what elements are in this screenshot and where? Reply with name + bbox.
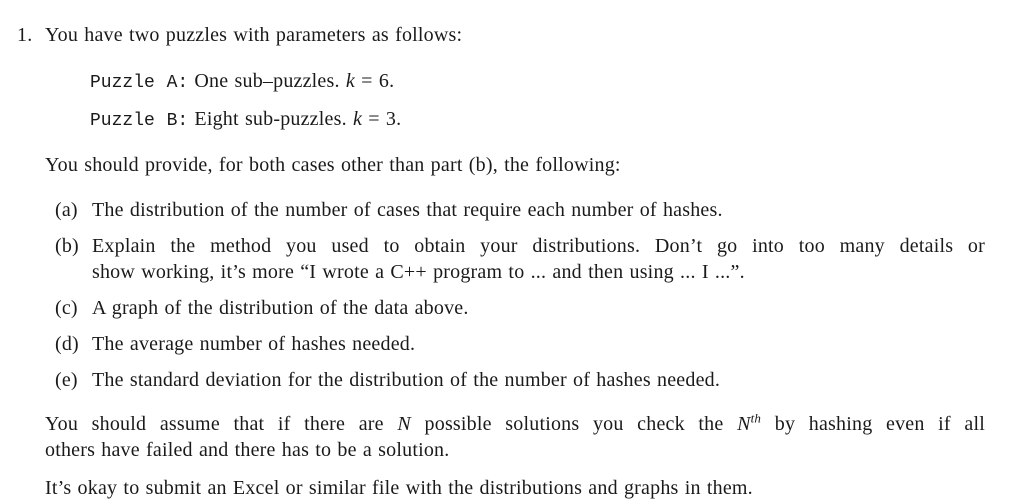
math-var-n: N xyxy=(737,413,751,435)
math-var-k: k xyxy=(345,70,355,92)
list-item-d xyxy=(55,331,985,357)
assumption-line1 xyxy=(45,411,985,437)
assumption-line2: others have failed and there has to be a solution. xyxy=(45,439,450,461)
superscript-th-text: th xyxy=(750,410,762,426)
superscript-th xyxy=(751,410,762,425)
puzzle-a-line xyxy=(90,68,985,96)
list-marker-e: (e) xyxy=(55,369,78,391)
puzzle-a-value: = 6. xyxy=(354,70,395,92)
list-item-e-text: The standard deviation for the distribution of the number of hashes needed. xyxy=(92,369,721,391)
puzzle-b-line xyxy=(90,106,985,134)
list-item-e xyxy=(55,367,985,393)
list-marker-a: (a) xyxy=(55,199,78,221)
problem-number: 1. xyxy=(17,24,33,46)
assumption-paragraph xyxy=(45,411,985,463)
assumption-part2: possible solutions you check the xyxy=(410,413,738,435)
puzzle-a-label: Puzzle A: xyxy=(90,73,189,93)
problem-body xyxy=(45,22,985,501)
list-item-a-text: The distribution of the number of cases that require each number of hashes. xyxy=(92,199,723,221)
assumption-part1: You should assume that if there are xyxy=(45,413,398,435)
list-item-b-line2: show working, it’s more “I wrote a C++ program to ... and then using ... I ...”. xyxy=(92,261,745,283)
puzzle-b-value: = 3. xyxy=(362,108,402,130)
list-item-b-text xyxy=(92,233,985,285)
puzzle-a-text: One sub–puzzles. xyxy=(188,70,346,92)
math-var-k: k xyxy=(352,108,363,130)
math-var-n: N xyxy=(397,413,411,435)
problem-1 xyxy=(17,22,985,501)
problem-intro: You have two puzzles with parameters as follows: xyxy=(45,24,463,46)
puzzle-b-text: Eight sub-puzzles. xyxy=(188,108,353,130)
list-item-c-text: A graph of the distribution of the data above. xyxy=(92,297,469,319)
list-item-d-text: The average number of hashes needed. xyxy=(92,333,416,355)
assumption-part3: by hashing even if all xyxy=(761,413,985,435)
requirements-list xyxy=(45,197,985,393)
list-marker-c: (c) xyxy=(55,297,78,319)
list-item-c xyxy=(55,295,985,321)
list-item-b xyxy=(55,233,985,285)
closing-note: It’s okay to submit an Excel or similar file with the distributions and graphs in them. xyxy=(45,477,753,499)
list-marker-b: (b) xyxy=(55,235,79,257)
list-item-a xyxy=(55,197,985,223)
puzzle-definitions xyxy=(90,68,985,134)
list-item-b-line1: Explain the method you used to obtain your distributions. Don’t go into too many details or xyxy=(92,235,985,257)
provide-instructions: You should provide, for both cases other than part (b), the following: xyxy=(45,154,621,176)
list-marker-d: (d) xyxy=(55,333,79,355)
puzzle-b-label: Puzzle B: xyxy=(90,111,189,131)
